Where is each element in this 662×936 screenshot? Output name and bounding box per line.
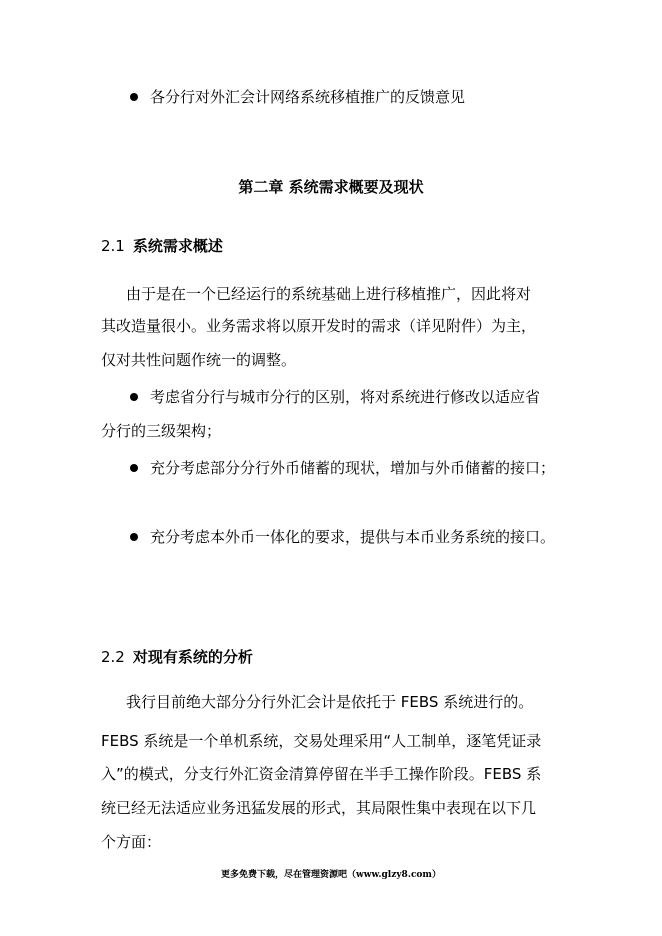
section-2-1-bullet-2-line-1: 充分考虑部分分行外币储蓄的现状，增加与外币储蓄的接口； (150, 459, 556, 477)
chapter-title: 第二章 系统需求概要及现状 (238, 178, 424, 196)
section-2-1-title: 系统需求概述 (132, 237, 223, 255)
bullet-dot (130, 393, 138, 401)
section-2-2-number: 2.2 (101, 648, 125, 666)
bullet-dot (130, 464, 138, 472)
section-2-2-para-line-1: 我行目前绝大部分分行外汇会计是依托于 FEBS 系统进行的。 (126, 693, 534, 711)
section-2-2-heading (101, 647, 253, 667)
bullet-dot (130, 533, 138, 541)
section-2-2-para-line-5: 个方面： (101, 833, 162, 851)
page-footer: 更多免费下载，尽在管理资源吧（www.glzy8.com） (221, 870, 441, 880)
section-2-1-heading (101, 236, 223, 256)
section-2-1-para-line-1: 由于是在一个已经运行的系统基础上进行移植推广，因此将对 (126, 285, 532, 303)
section-2-1-bullet-1-line-2: 分行的三级架构； (101, 422, 222, 440)
section-2-1-para-line-2: 其改造量很小。业务需求将以原开发时的需求（详见附件）为主， (101, 317, 537, 335)
section-2-2-para-line-2: FEBS 系统是一个单机系统，交易处理采用“人工制单，逐笔凭证录 (101, 732, 542, 750)
section-2-2-para-line-4: 统已经无法适应业务迅猛发展的形式，其局限性集中表现在以下几 (101, 799, 537, 817)
section-2-2-title: 对现有系统的分析 (132, 648, 253, 666)
section-2-1-bullet-1-line-1: 考虑省分行与城市分行的区别，将对系统进行修改以适应省 (150, 388, 541, 406)
top-bullet-text: 各分行对外汇会计网络系统移植推广的反馈意见 (150, 88, 466, 106)
section-2-2-para-line-3: 入”的模式，分支行外汇资金清算停留在半手工操作阶段。FEBS 系 (101, 765, 542, 783)
section-2-1-para-line-3: 仅对共性问题作统一的调整。 (101, 351, 297, 369)
section-2-1-number: 2.1 (101, 237, 125, 255)
bullet-dot (130, 93, 138, 101)
section-2-1-bullet-3-line-1: 充分考虑本外币一体化的要求，提供与本币业务系统的接口。 (150, 528, 556, 546)
